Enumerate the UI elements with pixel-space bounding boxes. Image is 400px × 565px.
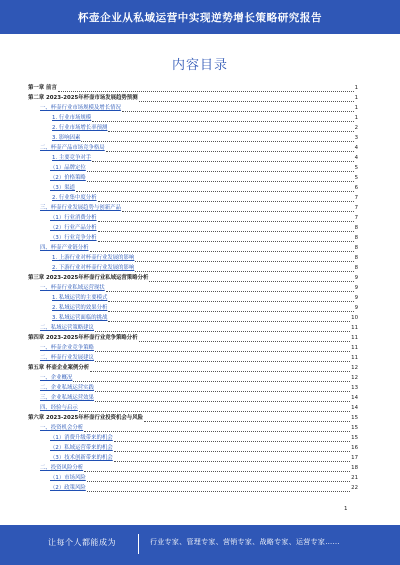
toc-entry[interactable] <box>28 304 358 313</box>
toc-leader-dots <box>106 291 354 292</box>
toc-entry-page: 14 <box>351 405 358 411</box>
toc-entry-label: （3）渠道 <box>50 185 75 191</box>
toc-leader-dots <box>92 161 353 162</box>
toc-entry-page: 7 <box>354 195 358 201</box>
toc-entry-page: 17 <box>351 455 358 461</box>
toc-entry-label: 第三章 2023-2025年杯壶行业私域运营策略分析 <box>28 275 149 281</box>
toc-leader-dots <box>76 191 354 192</box>
toc-entry-label: 四、经验与启示 <box>40 405 78 411</box>
toc-leader-dots <box>108 301 353 302</box>
toc-entry-page: 15 <box>351 425 358 431</box>
toc-entry[interactable] <box>28 444 358 453</box>
toc-entry-label: 3. 私域运营面临的挑战 <box>52 315 108 321</box>
footer-slogan: 让每个人都能成为 <box>48 538 116 547</box>
toc-leader-dots <box>95 351 350 352</box>
toc-entry-page: 7 <box>354 215 358 221</box>
toc-entry-label: 一、企业概况 <box>40 375 73 381</box>
toc-entry-page: 11 <box>351 345 358 351</box>
toc-entry-page: 15 <box>351 415 358 421</box>
toc-entry[interactable] <box>28 294 358 303</box>
toc-leader-dots <box>84 431 350 432</box>
toc-entry[interactable] <box>28 274 358 283</box>
toc-entry[interactable] <box>28 484 358 493</box>
toc-leader-dots <box>114 451 350 452</box>
toc-entry-page: 1 <box>354 95 358 101</box>
toc-leader-dots <box>122 211 354 212</box>
toc-entry-label: （1）市场风险 <box>50 475 86 481</box>
toc-leader-dots <box>98 241 354 242</box>
toc-entry[interactable] <box>28 184 358 193</box>
toc-leader-dots <box>95 361 350 362</box>
toc-entry-label: 1. 上游行业对杯壶行业发展的影响 <box>52 255 135 261</box>
toc-entry[interactable] <box>28 194 358 203</box>
toc-entry-page: 1 <box>354 105 358 111</box>
toc-entry-label: 四、杯壶产业链分析 <box>40 245 89 251</box>
toc-entry-label: （2）行业产品分析 <box>50 225 97 231</box>
toc-entry-page: 18 <box>351 465 358 471</box>
toc-entry-label: 一、杯壶企业竞争策略 <box>40 345 94 351</box>
toc-entry[interactable] <box>28 414 358 423</box>
toc-entry-label: 2. 私域运营的效果分析 <box>52 305 108 311</box>
toc-entry[interactable] <box>28 94 358 103</box>
toc-entry-page: 9 <box>354 295 358 301</box>
toc-entry-page: 21 <box>351 475 358 481</box>
toc-entry-label: （3）行业竞争分析 <box>50 235 97 241</box>
toc-entry[interactable] <box>28 114 358 123</box>
toc-entry[interactable] <box>28 284 358 293</box>
toc-entry[interactable] <box>28 234 358 243</box>
toc-entry-page: 1 <box>354 85 358 91</box>
toc-entry[interactable] <box>28 334 358 343</box>
toc-entry-label: 第二章 2023-2025年杯壶市场发展趋势预测 <box>28 95 138 101</box>
toc-entry[interactable] <box>28 174 358 183</box>
toc-leader-dots <box>95 331 350 332</box>
toc-entry[interactable] <box>28 164 358 173</box>
toc-leader-dots <box>81 141 353 142</box>
toc-entry-page: 11 <box>351 355 358 361</box>
toc-entry-page: 13 <box>351 385 358 391</box>
toc-entry-label: 三、企业私域运营效果 <box>40 395 94 401</box>
toc-entry[interactable] <box>28 384 358 393</box>
toc-entry-label: （2）私域运营带来的机会 <box>50 445 113 451</box>
page-number: 1 <box>344 506 348 512</box>
toc-entry-page: 2 <box>354 125 358 131</box>
toc-leader-dots <box>87 481 350 482</box>
toc-entry-label: （1）消费升级带来的机会 <box>50 435 113 441</box>
toc-leader-dots <box>98 231 354 232</box>
page-footer <box>0 525 400 565</box>
toc-entry-page: 6 <box>354 185 358 191</box>
toc-entry-label: 第一章 前言 <box>28 85 57 91</box>
toc-entry-label: （1）品牌定位 <box>50 165 86 171</box>
toc-leader-dots <box>90 371 350 372</box>
toc-entry[interactable] <box>28 454 358 463</box>
toc-entry-label: 1. 私域运营的主要模式 <box>52 295 108 301</box>
toc-entry-label: 1. 主要竞争对手 <box>52 155 92 161</box>
toc-leader-dots <box>58 91 354 92</box>
toc-entry[interactable] <box>28 394 358 403</box>
toc-entry[interactable] <box>28 374 358 383</box>
toc-entry-label: 2. 行业集中度分析 <box>52 195 97 201</box>
toc-leader-dots <box>87 171 354 172</box>
toc-leader-dots <box>79 411 350 412</box>
toc-entry-page: 9 <box>354 275 358 281</box>
toc-entry-label: （1）行业消费分析 <box>50 215 97 221</box>
toc-leader-dots <box>73 381 350 382</box>
toc-leader-dots <box>135 261 353 262</box>
toc-entry-label: 1. 行业市场规模 <box>52 115 92 121</box>
toc-title: 内容目录 <box>171 58 228 73</box>
toc-entry-page: 14 <box>351 395 358 401</box>
footer-divider <box>138 534 139 554</box>
toc-entry-page: 22 <box>351 485 358 491</box>
toc-entry-label: 三、杯壶行业发展趋势与创新产品 <box>40 205 121 211</box>
toc-entry-page: 8 <box>354 225 358 231</box>
toc-entry[interactable] <box>28 254 358 263</box>
toc-entry[interactable] <box>28 84 358 93</box>
toc-entry-label: 3. 影响因素 <box>52 135 81 141</box>
toc-entry[interactable] <box>28 344 358 353</box>
toc-entry[interactable] <box>28 434 358 443</box>
toc-entry[interactable] <box>28 224 358 233</box>
toc-entry-page: 12 <box>351 365 358 371</box>
toc-entry-page: 1 <box>354 115 358 121</box>
toc-entry[interactable] <box>28 324 358 333</box>
toc-entry-page: 11 <box>351 325 358 331</box>
toc-entry-page: 8 <box>354 235 358 241</box>
toc-leader-dots <box>90 251 354 252</box>
toc-entry[interactable] <box>28 314 358 323</box>
toc-entry[interactable] <box>28 404 358 413</box>
toc-leader-dots <box>95 391 350 392</box>
toc-entry[interactable] <box>28 424 358 433</box>
toc-entry-label: 第四章 2023-2025年杯壶行业竞争策略分析 <box>28 335 138 341</box>
toc-entry[interactable] <box>28 124 358 133</box>
toc-entry-label: 二、企业私域运营实践 <box>40 385 94 391</box>
toc-leader-dots <box>84 471 350 472</box>
toc-entry[interactable] <box>28 244 358 253</box>
toc-leader-dots <box>139 101 354 102</box>
toc-entry-page: 3 <box>354 135 358 141</box>
toc-entry[interactable] <box>28 154 358 163</box>
toc-entry-page: 7 <box>354 205 358 211</box>
toc-entry-page: 8 <box>354 265 358 271</box>
toc-entry-page: 9 <box>354 305 358 311</box>
toc-entry-page: 11 <box>351 335 358 341</box>
page-header <box>0 0 400 34</box>
toc-entry[interactable] <box>28 134 358 143</box>
toc-entry[interactable] <box>28 144 358 153</box>
toc-leader-dots <box>87 491 350 492</box>
toc-entry[interactable] <box>28 214 358 223</box>
toc-entry-page: 8 <box>354 245 358 251</box>
toc-entry-label: 一、杯壶行业私域运营现状 <box>40 285 105 291</box>
toc-entry-page: 16 <box>351 445 358 451</box>
toc-entry-label: 2. 下游行业对杯壶行业发展的影响 <box>52 265 135 271</box>
toc-entry-label: 第六章 2023-2025年杯壶行业投资机会与风险 <box>28 415 143 421</box>
toc-entry-label: 一、投资机会分析 <box>40 425 84 431</box>
toc-entry-label: 2. 行业市场增长率预测 <box>52 125 108 131</box>
toc-entry-page: 10 <box>351 315 358 321</box>
toc-leader-dots <box>87 181 354 182</box>
toc-entry[interactable] <box>28 474 358 483</box>
toc-entry-label: 第五章 杯壶企业案例分析 <box>28 365 90 371</box>
toc-entry-label: 二、私域运营策略建议 <box>40 325 94 331</box>
toc-entry-page: 5 <box>354 165 358 171</box>
toc-entry-page: 4 <box>354 145 358 151</box>
toc-leader-dots <box>98 221 354 222</box>
toc-leader-dots <box>149 281 353 282</box>
toc-leader-dots <box>122 111 354 112</box>
toc-leader-dots <box>139 341 351 342</box>
toc-entry-page: 5 <box>354 175 358 181</box>
toc-entry-label: （2）价格策略 <box>50 175 86 181</box>
toc-entry[interactable] <box>28 364 358 373</box>
toc-entry[interactable] <box>28 264 358 273</box>
toc-entry-label: （2）政策风险 <box>50 485 86 491</box>
toc-entry[interactable] <box>28 104 358 113</box>
toc-leader-dots <box>106 151 354 152</box>
toc-leader-dots <box>108 321 350 322</box>
toc-leader-dots <box>114 441 350 442</box>
toc-entry-page: 9 <box>354 285 358 291</box>
toc-leader-dots <box>114 461 350 462</box>
toc-leader-dots <box>108 131 353 132</box>
toc-leader-dots <box>144 421 350 422</box>
toc-entry-page: 4 <box>354 155 358 161</box>
toc-leader-dots <box>135 271 353 272</box>
toc-leader-dots <box>92 121 353 122</box>
toc-leader-dots <box>98 201 354 202</box>
toc-entry-page: 8 <box>354 255 358 261</box>
toc-entry-page: 12 <box>351 375 358 381</box>
toc-entry-label: 二、杯壶产品市场竞争格局 <box>40 145 105 151</box>
toc-entry-label: （3）技术创新带来的机会 <box>50 455 113 461</box>
toc-entry-label: 一、杯壶行业市场规模及增长情况 <box>40 105 121 111</box>
toc-leader-dots <box>95 401 350 402</box>
toc-entry-label: 二、投资风险分析 <box>40 465 84 471</box>
toc-entry[interactable] <box>28 204 358 213</box>
toc-entry[interactable] <box>28 464 358 473</box>
toc-entry[interactable] <box>28 354 358 363</box>
toc-leader-dots <box>108 311 353 312</box>
footer-roles: 行业专家、管理专家、营销专家、战略专家、运营专家…… <box>150 538 340 546</box>
toc-entry-label: 二、杯壶行业发展建议 <box>40 355 94 361</box>
toc-entry-page: 15 <box>351 435 358 441</box>
report-title: 杯壶企业从私域运营中实现逆势增长策略研究报告 <box>77 11 323 24</box>
